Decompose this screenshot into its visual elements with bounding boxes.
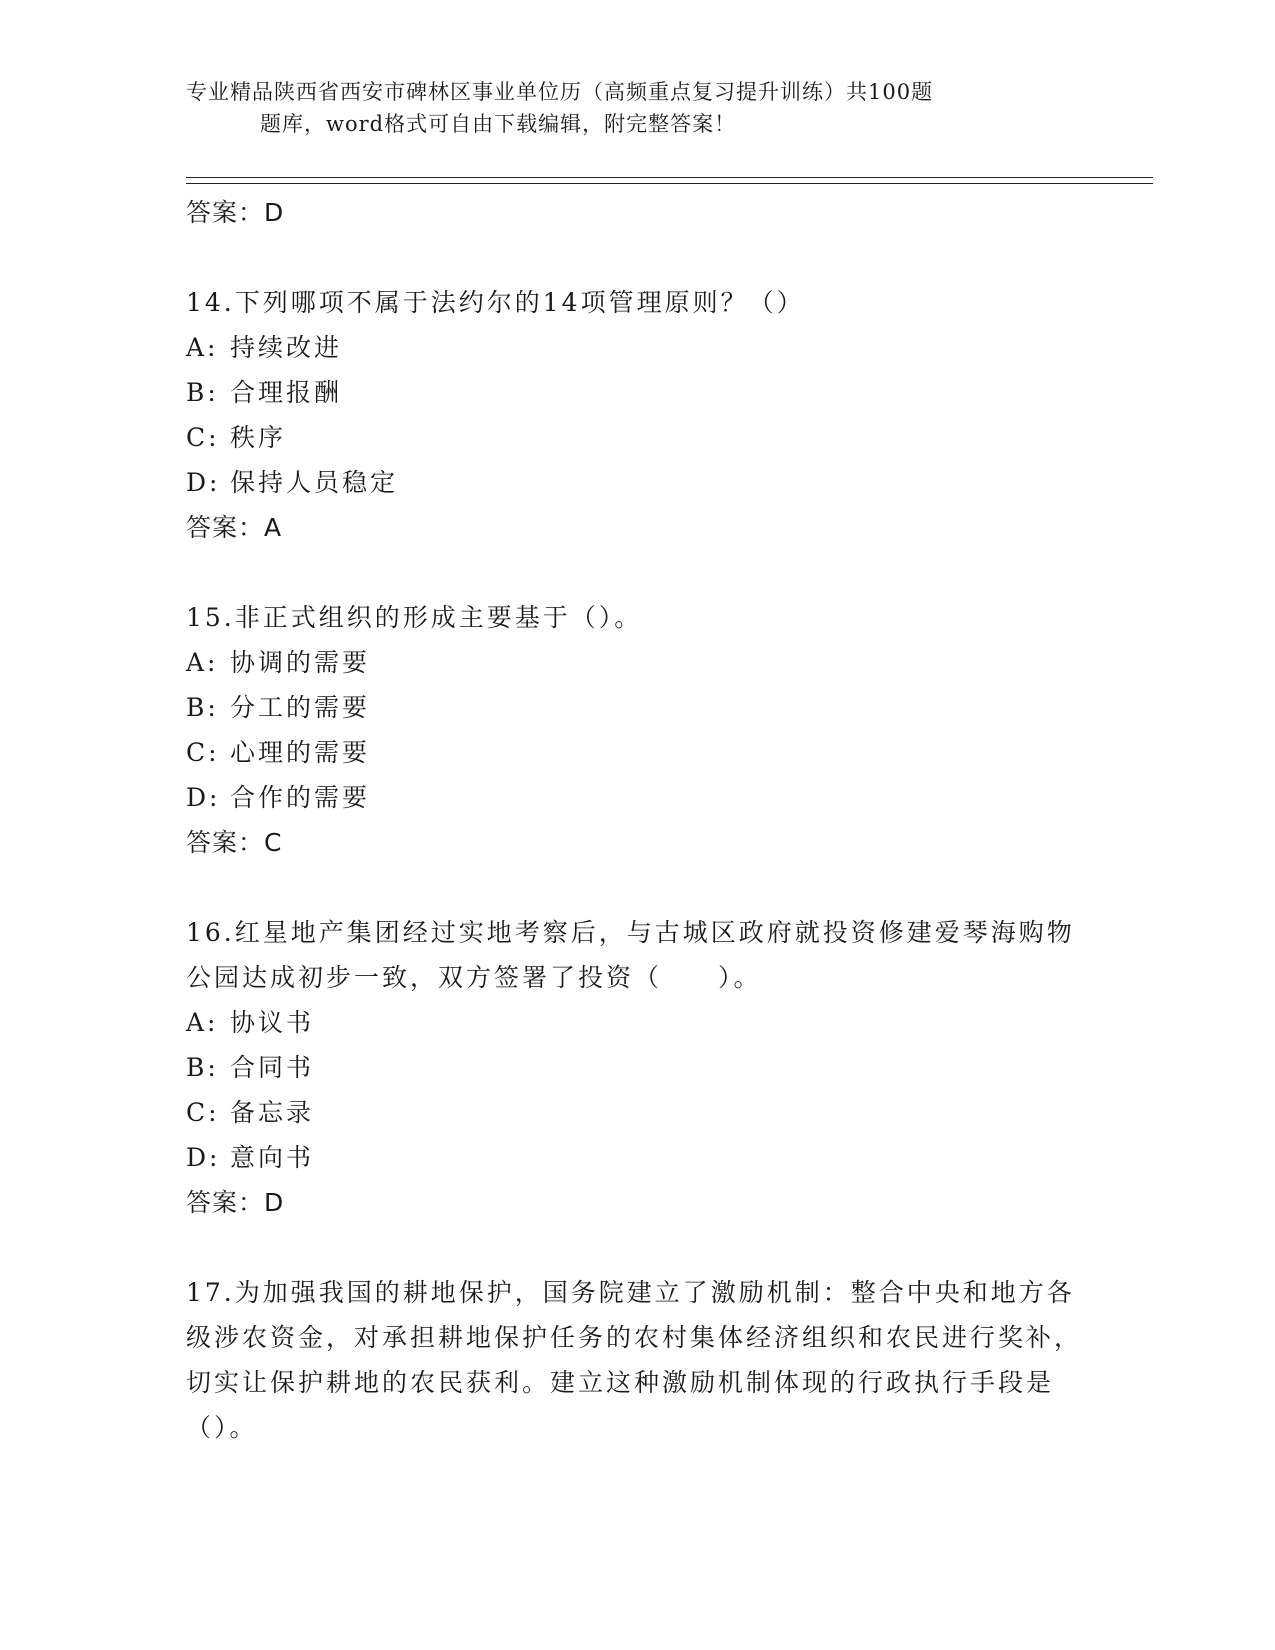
option-text: 合同书 bbox=[230, 1053, 315, 1082]
question-stem: 15.非正式组织的形成主要基于（）。 bbox=[186, 603, 643, 632]
option-a bbox=[186, 325, 1086, 370]
option-text: 持续改进 bbox=[230, 333, 343, 362]
question-14 bbox=[186, 280, 1086, 551]
option-c bbox=[186, 1090, 1086, 1135]
header-title-line1: 专业精品陕西省西安市碑林区事业单位历（高频重点复习提升训练）共100题 bbox=[186, 80, 934, 104]
option-letter: D: bbox=[186, 1143, 221, 1172]
option-d bbox=[186, 1135, 1086, 1180]
option-letter: A: bbox=[186, 1008, 219, 1037]
question-17 bbox=[186, 1270, 1086, 1450]
header-double-rule bbox=[186, 177, 1153, 184]
option-text: 秩序 bbox=[230, 423, 287, 452]
option-letter: B: bbox=[186, 378, 219, 407]
header-title-line2: 题库，word格式可自由下载编辑，附完整答案！ bbox=[260, 112, 737, 136]
option-b bbox=[186, 370, 1086, 415]
page-header bbox=[186, 76, 1086, 140]
option-text: 协议书 bbox=[230, 1008, 315, 1037]
option-text: 心理的需要 bbox=[230, 738, 371, 767]
answer-line: 答案：C bbox=[186, 828, 283, 857]
question-15 bbox=[186, 595, 1086, 866]
option-c bbox=[186, 415, 1086, 460]
option-text: 备忘录 bbox=[230, 1098, 315, 1127]
option-letter: C: bbox=[186, 1098, 220, 1127]
question-list bbox=[186, 190, 1086, 1450]
option-letter: D: bbox=[186, 783, 221, 812]
question-16 bbox=[186, 910, 1086, 1226]
option-c bbox=[186, 730, 1086, 775]
previous-answer: 答案：D bbox=[186, 198, 285, 227]
question-stem: 14.下列哪项不属于法约尔的14项管理原则？（） bbox=[186, 288, 805, 317]
option-letter: B: bbox=[186, 693, 219, 722]
option-letter: A: bbox=[186, 333, 219, 362]
option-text: 分工的需要 bbox=[230, 693, 371, 722]
option-letter: B: bbox=[186, 1053, 219, 1082]
option-text: 协调的需要 bbox=[230, 648, 371, 677]
option-b bbox=[186, 1045, 1086, 1090]
option-text: 合理报酬 bbox=[230, 378, 343, 407]
option-letter: A: bbox=[186, 648, 219, 677]
option-text: 保持人员稳定 bbox=[230, 468, 399, 497]
option-d bbox=[186, 775, 1086, 820]
option-letter: C: bbox=[186, 738, 220, 767]
option-text: 合作的需要 bbox=[230, 783, 371, 812]
option-letter: C: bbox=[186, 423, 220, 452]
option-text: 意向书 bbox=[230, 1143, 315, 1172]
option-a bbox=[186, 640, 1086, 685]
option-b bbox=[186, 685, 1086, 730]
option-letter: D: bbox=[186, 468, 221, 497]
option-a bbox=[186, 1000, 1086, 1045]
question-stem: 17.为加强我国的耕地保护，国务院建立了激励机制：整合中央和地方各级涉农资金，对承担耕地保护任务的农村集体经济组织和农民进行奖补，切实让保护耕地的农民获利。建立这种激励机制体现的行政执行手段是（）。 bbox=[186, 1278, 1083, 1442]
answer-line: 答案：D bbox=[186, 1188, 285, 1217]
question-stem: 16.红星地产集团经过实地考察后，与古城区政府就投资修建爱琴海购物公园达成初步一致，双方签署了投资（ ）。 bbox=[186, 918, 1075, 992]
option-d bbox=[186, 460, 1086, 505]
answer-line: 答案：A bbox=[186, 513, 283, 542]
